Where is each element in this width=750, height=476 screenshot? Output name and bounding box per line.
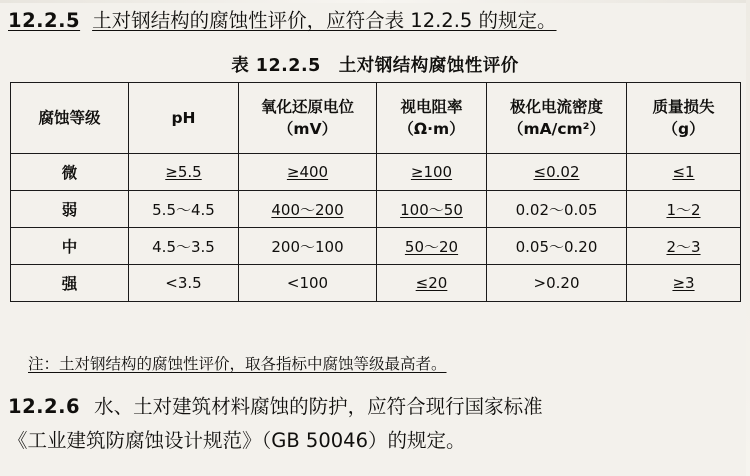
clause-number: 12.2.5 [8, 9, 81, 32]
cell-resistivity: 100～50 [377, 191, 487, 228]
cell-ph: <3.5 [129, 265, 239, 302]
col-header-grade: 腐蚀等级 [11, 83, 129, 154]
clause-bottom-line2: 《工业建筑防腐蚀设计规范》（GB 50046）的规定。 [8, 429, 466, 452]
col-header-mass-loss: 质量损失 （g） [627, 83, 741, 154]
cell-mass-loss: 1～2 [627, 191, 741, 228]
cell-redox: 400～200 [239, 191, 377, 228]
clause-12-2-5 [8, 6, 742, 36]
cell-ph: 4.5～3.5 [129, 228, 239, 265]
cell-current-density: >0.20 [487, 265, 627, 302]
table-caption-title: 土对钢结构腐蚀性评价 [338, 56, 519, 76]
table-row [11, 191, 741, 228]
cell-resistivity: ≥100 [377, 154, 487, 191]
table-caption [0, 52, 750, 77]
table-row [11, 228, 741, 265]
cell-resistivity: ≤20 [377, 265, 487, 302]
cell-current-density: 0.02～0.05 [487, 191, 627, 228]
cell-ph: ≥5.5 [129, 154, 239, 191]
table-row [11, 154, 741, 191]
table-row [11, 265, 741, 302]
clause-text-line1: 水、土对建筑材料腐蚀的防护，应符合现行国家标准 [94, 395, 543, 418]
cell-current-density: ≤0.02 [487, 154, 627, 191]
col-header-ph: pH [129, 83, 239, 154]
cell-mass-loss: 2～3 [627, 228, 741, 265]
table-header-row [11, 83, 741, 154]
scan-edge-top [0, 0, 750, 3]
cell-redox: ≥400 [239, 154, 377, 191]
cell-grade: 强 [11, 265, 129, 302]
table-head [11, 83, 741, 154]
cell-current-density: 0.05～0.20 [487, 228, 627, 265]
cell-grade: 微 [11, 154, 129, 191]
col-header-redox: 氧化还原电位 （mV） [239, 83, 377, 154]
cell-ph: 5.5～4.5 [129, 191, 239, 228]
table-note: 注：土对钢结构的腐蚀性评价，取各指标中腐蚀等级最高者。 [28, 355, 447, 373]
clause-text: 土对钢结构的腐蚀性评价，应符合表 12.2.5 的规定。 [92, 9, 557, 32]
cell-grade: 中 [11, 228, 129, 265]
cell-resistivity: 50～20 [377, 228, 487, 265]
soil-corrosion-table [10, 82, 741, 302]
cell-grade: 弱 [11, 191, 129, 228]
cell-redox: <100 [239, 265, 377, 302]
cell-mass-loss: ≤1 [627, 154, 741, 191]
table-caption-prefix: 表 12.2.5 [231, 56, 321, 76]
clause-number: 12.2.6 [8, 395, 81, 418]
clause-bottom-line1 [8, 390, 744, 424]
col-header-current-density: 极化电流密度 （mA/cm²） [487, 83, 627, 154]
cell-redox: 200～100 [239, 228, 377, 265]
col-header-resistivity: 视电阻率 （Ω·m） [377, 83, 487, 154]
table-body [11, 154, 741, 302]
clause-12-2-6 [8, 390, 744, 458]
cell-mass-loss: ≥3 [627, 265, 741, 302]
table-container [10, 82, 740, 302]
